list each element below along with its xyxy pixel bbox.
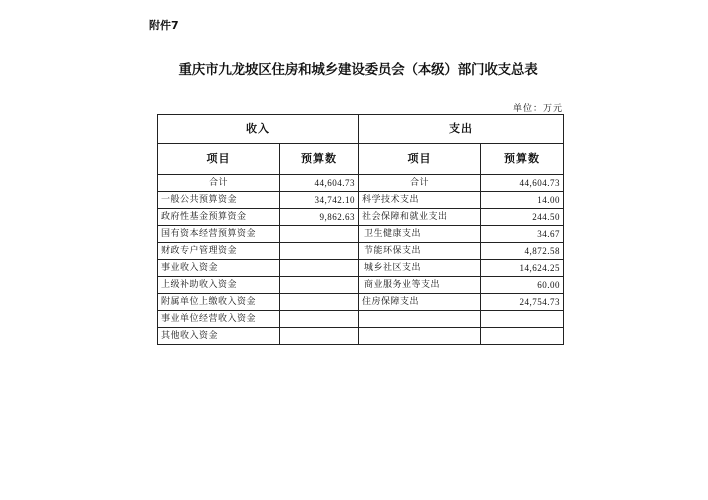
- income-item-header: 项目: [158, 144, 280, 175]
- table-row: [158, 277, 564, 294]
- section-header-row: [158, 115, 564, 144]
- expenditure-item: 科学技术支出: [359, 192, 481, 209]
- income-value: [280, 260, 359, 277]
- income-item: 一般公共预算资金: [158, 192, 280, 209]
- income-budget-header: 预算数: [280, 144, 359, 175]
- expenditure-item: 节能环保支出: [359, 243, 481, 260]
- expenditure-total-label: 合计: [359, 175, 481, 192]
- income-item: 其他收入资金: [158, 328, 280, 345]
- income-item: 上级补助收入资金: [158, 277, 280, 294]
- income-value: [280, 243, 359, 260]
- table-row: [158, 243, 564, 260]
- table-row: [158, 311, 564, 328]
- expenditure-item: 城乡社区支出: [359, 260, 481, 277]
- budget-summary-table: [157, 114, 564, 345]
- income-item: 财政专户管理资金: [158, 243, 280, 260]
- income-item: 国有资本经营预算资金: [158, 226, 280, 243]
- table-row: [158, 209, 564, 226]
- expenditure-value: 14,624.25: [481, 260, 564, 277]
- income-item: 事业单位经营收入资金: [158, 311, 280, 328]
- expenditure-item: 卫生健康支出: [359, 226, 481, 243]
- income-value: [280, 226, 359, 243]
- column-header-row: [158, 144, 564, 175]
- expenditure-value: 24,754.73: [481, 294, 564, 311]
- expenditure-value: 4,872.58: [481, 243, 564, 260]
- total-row: [158, 175, 564, 192]
- expenditure-budget-header: 预算数: [481, 144, 564, 175]
- income-value: 9,862.63: [280, 209, 359, 226]
- income-value: 34,742.10: [280, 192, 359, 209]
- table-row: [158, 260, 564, 277]
- expenditure-item: 住房保障支出: [359, 294, 481, 311]
- expenditure-value: 34.67: [481, 226, 564, 243]
- expenditure-value: [481, 328, 564, 345]
- income-section-header: 收入: [158, 115, 359, 144]
- income-total-value: 44,604.73: [280, 175, 359, 192]
- expenditure-total-value: 44,604.73: [481, 175, 564, 192]
- expenditure-item-header: 项目: [359, 144, 481, 175]
- expenditure-section-header: 支出: [359, 115, 564, 144]
- expenditure-item: 商业服务业等支出: [359, 277, 481, 294]
- expenditure-item: [359, 311, 481, 328]
- income-item: 附属单位上缴收入资金: [158, 294, 280, 311]
- page-title: 重庆市九龙坡区住房和城乡建设委员会（本级）部门收支总表: [178, 62, 538, 78]
- expenditure-value: 60.00: [481, 277, 564, 294]
- table-row: [158, 328, 564, 345]
- expenditure-item: [359, 328, 481, 345]
- unit-label: 单位：万元: [512, 104, 563, 114]
- income-value: [280, 311, 359, 328]
- expenditure-value: 14.00: [481, 192, 564, 209]
- income-value: [280, 277, 359, 294]
- attachment-label: 附件7: [149, 19, 179, 32]
- table-row: [158, 294, 564, 311]
- expenditure-item: 社会保障和就业支出: [359, 209, 481, 226]
- income-item: 政府性基金预算资金: [158, 209, 280, 226]
- income-item: 事业收入资金: [158, 260, 280, 277]
- table-row: [158, 192, 564, 209]
- table-row: [158, 226, 564, 243]
- income-value: [280, 328, 359, 345]
- expenditure-value: [481, 311, 564, 328]
- expenditure-value: 244.50: [481, 209, 564, 226]
- income-total-label: 合计: [158, 175, 280, 192]
- income-value: [280, 294, 359, 311]
